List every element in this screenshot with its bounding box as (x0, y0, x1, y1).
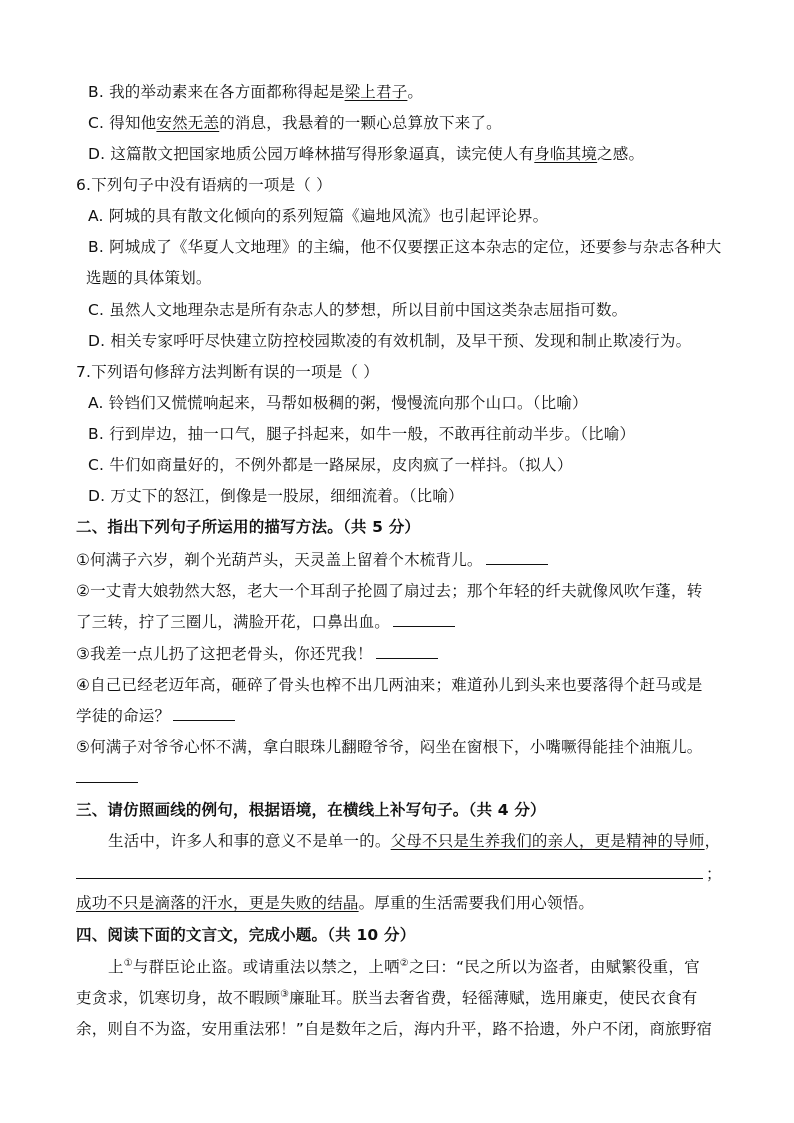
footnote-marker-1: ① (123, 957, 133, 969)
section2-sentence-1: ①何满子六岁，剃个光葫芦头，天灵盖上留着个木梳背儿。 (76, 550, 548, 570)
section2-sentence-4-line2: 学徒的命运？ (76, 706, 235, 726)
section2-sentence-2-line1: ②一丈青大娘勃然大怒，老大一个耳刮子抡圆了扇过去；那个年轻的纤夫就像风吹乍蓬，转 (76, 582, 703, 600)
section3-example-sentence-1: 父母不只是生养我们的亲人，更是精神的导师 (390, 832, 705, 850)
section3-prompt: 生活中，许多人和事的意义不是单一的。父母不只是生养我们的亲人，更是精神的导师， (108, 832, 721, 850)
q7-option-c: C. 牛们如商量好的，不例外都是一路屎尿，皮肉疯了一样抖。（拟人） (88, 456, 573, 474)
section3-intro: 生活中，许多人和事的意义不是单一的。 (108, 832, 391, 850)
section3-example-sentence-2: 成功不只是滴落的汗水，更是失败的结晶 (76, 894, 359, 912)
classical-text-line-2: 吏贪求，饥寒切身，故不暇顾③廉耻耳。朕当去奢省费，轻徭薄赋，选用廉吏，使民衣食有 (76, 988, 698, 1007)
q5-option-d (88, 144, 644, 164)
footnote-marker-2: ② (399, 957, 409, 969)
q6-option-c: C. 虽然人文地理杂志是所有杂志人的梦想，所以目前中国这类杂志屈指可数。 (88, 301, 628, 319)
section2-sentence-2-line2: 了三转，拧了三圈儿，满脸开花，口鼻出血。 (76, 612, 455, 632)
q7-stem: 7.下列语句修辞方法判断有误的一项是（ ） (76, 363, 379, 381)
answer-blank-2[interactable] (393, 612, 455, 627)
section3-semicolon: ； (706, 865, 722, 883)
q7-option-a: A. 铃铛们又慌慌响起来，马帮如极稠的粥，慢慢流向那个山口。（比喻） (88, 394, 588, 412)
section4-title: 四、阅读下面的文言文，完成小题。（共 10 分） (76, 926, 416, 944)
q7-option-d: D. 万丈下的怒江，倒像是一股尿，细细流着。（比喻） (88, 487, 464, 505)
section3-title: 三、请仿照画线的例句，根据语境，在横线上补写句子。（共 4 分） (76, 801, 546, 819)
q5-option-b-underlined-idiom: 梁上君子 (344, 83, 408, 101)
q5-option-d-underlined-idiom: 身临其境 (534, 145, 598, 163)
classical-text-line-1: 上①与群臣论止盗。或请重法以禁之，上哂②之曰：“民之所以为盗者，由赋繁役重，官 (108, 957, 700, 976)
q5-option-d-text: D. 这篇散文把国家地质公园万峰林描写得形象逼真，读完使人有 (88, 145, 535, 163)
section2-sentence-4-line1: ④自己已经老迈年高，砸碎了骨头也榨不出几两油来；难道孙儿到头来也要落得个赶马或是 (76, 676, 703, 694)
answer-blank-5[interactable] (76, 782, 138, 783)
section2-sentence-3: ③我差一点儿扔了这把老骨头，你还咒我！ (76, 644, 438, 664)
q5-option-d-end: 之感。 (597, 145, 645, 163)
q5-option-b (88, 82, 423, 102)
section2-sentence-5: ⑤何满子对爷爷心怀不满，拿白眼珠儿翻瞪爷爷，闷坐在窗根下，小嘴噘得能挂个油瓶儿。 (76, 738, 703, 756)
q6-option-b-line2: 选题的具体策划。 (86, 269, 212, 287)
section3-continuation (76, 893, 594, 913)
answer-blank-1[interactable] (486, 550, 548, 565)
q6-option-d: D. 相关专家呼吁尽快建立防控校园欺凌的有效机制，及早干预、发现和制止欺凌行为。 (88, 332, 692, 350)
q5-option-c-text: C. 得知他 (88, 114, 157, 132)
classical-text-line-3: 余，则自不为盗，安用重法邪！”自是数年之后，海内升平，路不拾遗，外户不闭，商旅野宿 (76, 1020, 713, 1038)
section2-title: 二、指出下列句子所运用的描写方法。（共 5 分） (76, 518, 421, 536)
q5-option-c-end: 的消息，我悬着的一颗心总算放下来了。 (219, 114, 502, 132)
q5-option-c (88, 113, 502, 133)
q6-option-a: A. 阿城的具有散文化倾向的系列短篇《遍地风流》也引起评论界。 (88, 207, 549, 225)
q5-option-b-text: B. 我的举动素来在各方面都称得起是 (88, 83, 345, 101)
q5-option-c-underlined-idiom: 安然无恙 (156, 114, 220, 132)
section3-answer-line[interactable] (76, 878, 703, 879)
answer-blank-3[interactable] (376, 644, 438, 659)
q6-stem: 6.下列句子中没有语病的一项是（ ） (76, 176, 332, 194)
q7-option-b: B. 行到岸边，抽一口气，腿子抖起来，如牛一般，不敢再往前动半步。（比喻） (88, 425, 636, 443)
answer-blank-4[interactable] (173, 706, 235, 721)
q6-option-b-line1: B. 阿城成了《华夏人文地理》的主编，他不仅要摆正这本杂志的定位，还要参与杂志各种大 (88, 238, 722, 256)
q5-option-b-end: 。 (407, 83, 424, 101)
section3-outro: 。厚重的生活需要我们用心领悟。 (358, 894, 595, 912)
footnote-marker-3: ③ (280, 988, 290, 1000)
